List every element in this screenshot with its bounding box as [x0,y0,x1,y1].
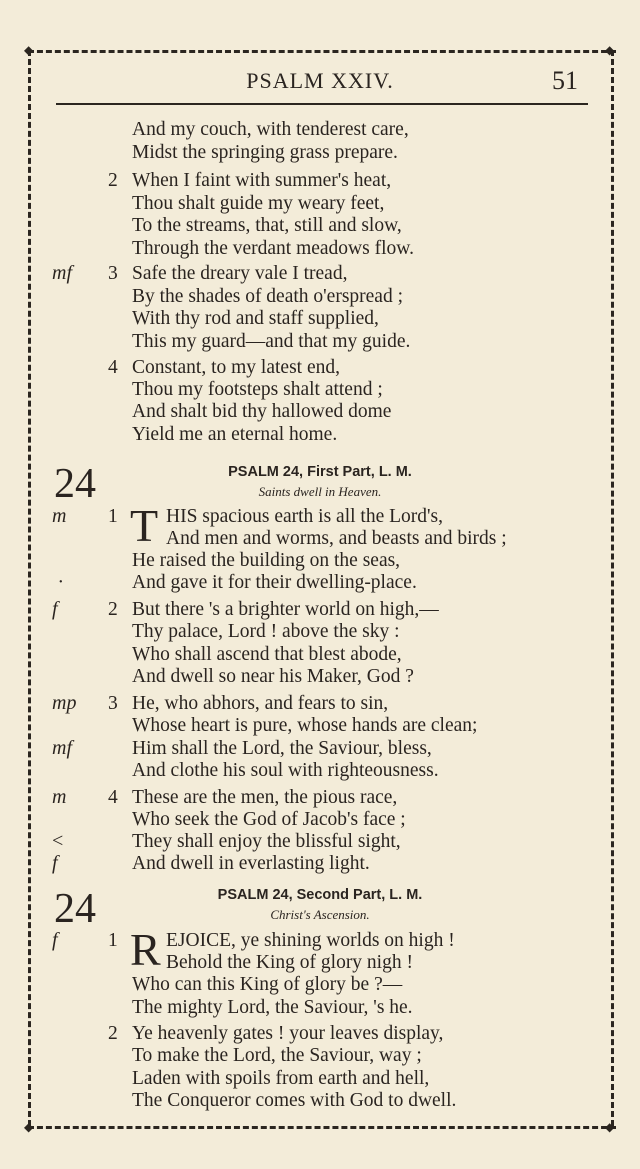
verse-line: Constant, to my latest end, [132,357,340,378]
verse-number: 1 [108,930,118,951]
verse-line: And dwell so near his Maker, God ? [132,666,414,687]
verse-number: 3 [108,263,118,284]
drop-cap: R [130,924,161,975]
dynamic-marking: · [58,571,63,593]
hymn-number: 24 [54,461,96,507]
verse-line: Through the verdant meadows flow. [132,238,414,259]
verse-line: HIS spacious earth is all the Lord's, [166,506,443,527]
verse-line: He, who abhors, and fears to sin, [132,693,389,714]
verse-line: And shalt bid thy hallowed dome [132,401,392,422]
verse-line: Safe the dreary vale I tread, [132,263,348,284]
verse-line: Who can this King of glory be ?— [132,974,403,995]
verse-number: 1 [108,506,118,527]
verse-line: Who shall ascend that blest abode, [132,644,402,665]
verse-line: And clothe his soul with righteousness. [132,760,439,781]
hymn-title: PSALM 24, First Part, L. M. [228,464,412,480]
verse-line: Thy palace, Lord ! above the sky : [132,621,400,642]
verse-line: To the streams, that, still and slow, [132,215,402,236]
verse-line: Thou shalt guide my weary feet, [132,193,385,214]
dynamic-marking: mf [52,737,72,759]
dynamic-marking: f [52,852,58,874]
header-rule [56,103,588,105]
hymn-subtitle: Saints dwell in Heaven. [258,484,382,499]
dynamic-marking: f [52,598,58,620]
verse-line: They shall enjoy the blissful sight, [132,831,401,852]
verse-line: These are the men, the pious race, [132,787,398,808]
page-border-top [28,50,616,53]
crescendo-marking: < [52,830,64,852]
verse-line: Him shall the Lord, the Saviour, bless, [132,738,432,759]
verse-line: Laden with spoils from earth and hell, [132,1068,430,1089]
verse-line: With thy rod and staff supplied, [132,308,379,329]
dynamic-marking: m [52,505,67,527]
verse-line: Whose heart is pure, whose hands are clean; [132,715,478,736]
verse-number: 2 [108,170,118,191]
border-corner-ornament: ◆ [24,1120,34,1134]
drop-cap: T [130,500,159,551]
border-corner-ornament: ◆ [605,1120,615,1134]
verse-line: To make the Lord, the Saviour, way ; [132,1045,422,1066]
verse-line: When I faint with summer's heat, [132,170,392,191]
verse-line: But there 's a brighter world on high,— [132,599,439,620]
verse-number: 4 [108,357,118,378]
verse-line: EJOICE, ye shining worlds on high ! [166,930,455,951]
hymn-title: PSALM 24, Second Part, L. M. [217,887,423,903]
border-corner-ornament: ◆ [24,43,34,57]
verse-line: Who seek the God of Jacob's face ; [132,809,406,830]
hymn-subtitle: Christ's Ascension. [270,907,370,922]
page-border-left [28,50,31,1126]
dynamic-marking: mf [52,262,72,284]
verse-line: This my guard—and that my guide. [132,331,411,352]
verse-line: Thou my footsteps shalt attend ; [132,379,383,400]
verse-number: 2 [108,599,118,620]
dynamic-marking: m [52,786,67,808]
border-corner-ornament: ◆ [605,43,615,57]
verse-number: 2 [108,1023,118,1044]
hymn-number: 24 [54,886,96,932]
verse-line: And men and worms, and beasts and birds ; [166,528,507,549]
verse-line: He raised the building on the seas, [132,550,401,571]
verse-line: By the shades of death o'erspread ; [132,286,404,307]
verse-line: And gave it for their dwelling-place. [132,572,417,593]
page-number: 51 [552,66,578,95]
verse-line: The Conqueror comes with God to dwell. [132,1090,457,1111]
verse-line: Behold the King of glory nigh ! [166,952,413,973]
running-header-title: PSALM XXIV. [246,68,394,93]
dynamic-marking: mp [52,692,77,714]
verse-line: Ye heavenly gates ! your leaves display, [132,1023,444,1044]
verse-number: 4 [108,787,118,808]
verse-line: Midst the springing grass prepare. [132,142,398,163]
page-border-bottom [28,1126,616,1129]
verse-line: And my couch, with tenderest care, [132,119,409,140]
page-border-right [611,50,614,1126]
verse-line: Yield me an eternal home. [132,424,338,445]
verse-line: The mighty Lord, the Saviour, 's he. [132,997,413,1018]
verse-line: And dwell in everlasting light. [132,853,370,874]
dynamic-marking: f [52,929,58,951]
verse-number: 3 [108,693,118,714]
